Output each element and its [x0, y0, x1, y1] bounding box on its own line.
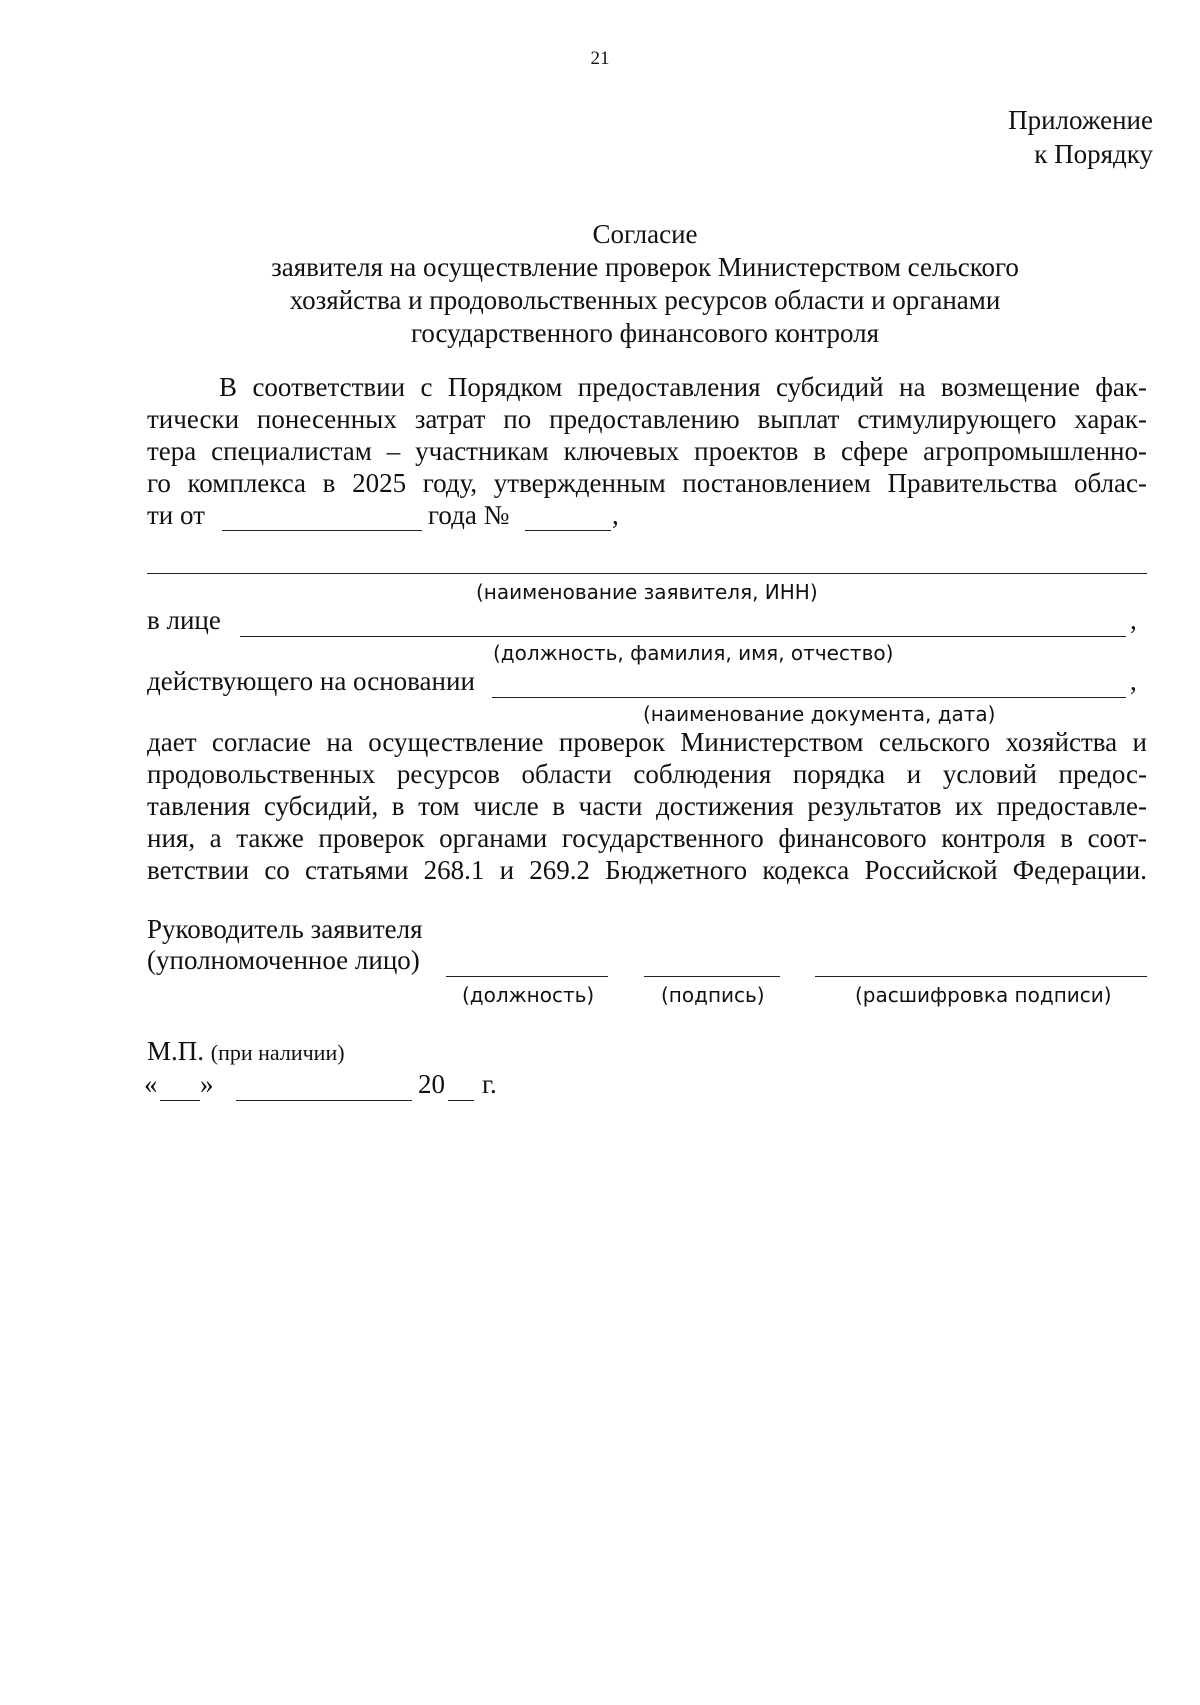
date-year-prefix: 20	[418, 1069, 445, 1099]
consent-line-2: продовольственных ресурсов области соблюдения порядка и условий предос-	[147, 759, 1147, 789]
signature-field[interactable]	[644, 976, 780, 977]
signer-position-field[interactable]	[446, 976, 608, 977]
intro-line-5-prefix: ти от	[147, 500, 205, 530]
signature-decoding-field[interactable]	[815, 976, 1147, 977]
title-line-3: хозяйства и продовольственных ресурсов области и органами	[289, 285, 1001, 315]
intro-line-5-suffix: ,	[612, 500, 619, 530]
appendix-header	[1008, 103, 1153, 171]
appendix-line-2: к Порядку	[1034, 139, 1153, 169]
document-title	[0, 218, 1200, 350]
authorized-person-label: (уполномоченное лицо)	[147, 945, 420, 975]
in-person-label: в лице	[147, 605, 221, 635]
decree-number-field[interactable]	[525, 530, 611, 531]
title-line-4: государственного финансового контроля	[410, 318, 880, 348]
document-caption: (наименование документа, дата)	[643, 702, 996, 726]
stamp-label	[147, 1036, 345, 1067]
applicant-name-field[interactable]	[147, 573, 1147, 574]
intro-line-4: го комплекса в 2025 году, утвержденным постановлением Правительства облас-	[147, 468, 1147, 498]
date-month-field[interactable]	[236, 1100, 412, 1101]
date-quote-open: «	[144, 1069, 158, 1099]
intro-line-1: В соответствии с Порядком предоставления субсидий на возмещение фак-	[219, 372, 1147, 402]
consent-line-3: тавления субсидий, в том числе в части достижения результатов их предоставле-	[147, 791, 1147, 821]
signer-position-caption: (должность)	[462, 983, 595, 1007]
intro-paragraph	[147, 371, 1147, 499]
signature-caption: (подпись)	[661, 983, 765, 1007]
head-label: Руководитель заявителя	[147, 914, 423, 944]
consent-line-4: ния, а также проверок органами государственного финансового контроля в соот-	[147, 823, 1147, 853]
stamp-note: (при наличии)	[210, 1040, 345, 1065]
decree-date-field[interactable]	[222, 530, 422, 531]
date-year-field[interactable]	[448, 1100, 474, 1101]
applicant-name-caption: (наименование заявителя, ИНН)	[476, 580, 818, 604]
intro-line-3: тера специалистам – участникам ключевых проектов в сфере агропромышленно-	[147, 436, 1147, 466]
title-line-1: Согласие	[592, 219, 698, 249]
signature-decoding-caption: (расшифровка подписи)	[855, 983, 1112, 1007]
consent-line-5: ветствии со статьями 268.1 и 269.2 Бюджетного кодекса Российской Федерации.	[147, 855, 1147, 885]
intro-line-5-mid: года №	[428, 500, 510, 530]
consent-line-1: дает согласие на осуществление проверок Министерством сельского хозяйства и	[147, 727, 1147, 757]
intro-line-2: тически понесенных затрат по предоставлению выплат стимулирующего харак-	[147, 404, 1147, 434]
stamp-mp: М.П.	[147, 1036, 205, 1066]
appendix-line-1: Приложение	[1008, 105, 1153, 135]
representative-field[interactable]	[240, 636, 1126, 637]
in-person-comma: ,	[1130, 605, 1137, 635]
position-caption: (должность, фамилия, имя, отчество)	[493, 641, 894, 665]
page-number: 21	[590, 48, 610, 69]
date-year-suffix: г.	[482, 1069, 497, 1099]
consent-paragraph	[147, 726, 1147, 886]
date-day-field[interactable]	[160, 1100, 200, 1101]
acting-basis-comma: ,	[1130, 666, 1137, 696]
date-quote-close: »	[200, 1069, 214, 1099]
basis-document-field[interactable]	[492, 697, 1126, 698]
title-line-2: заявителя на осуществление проверок Министерством сельского	[271, 252, 1019, 282]
acting-basis-label: действующего на основании	[147, 666, 475, 696]
